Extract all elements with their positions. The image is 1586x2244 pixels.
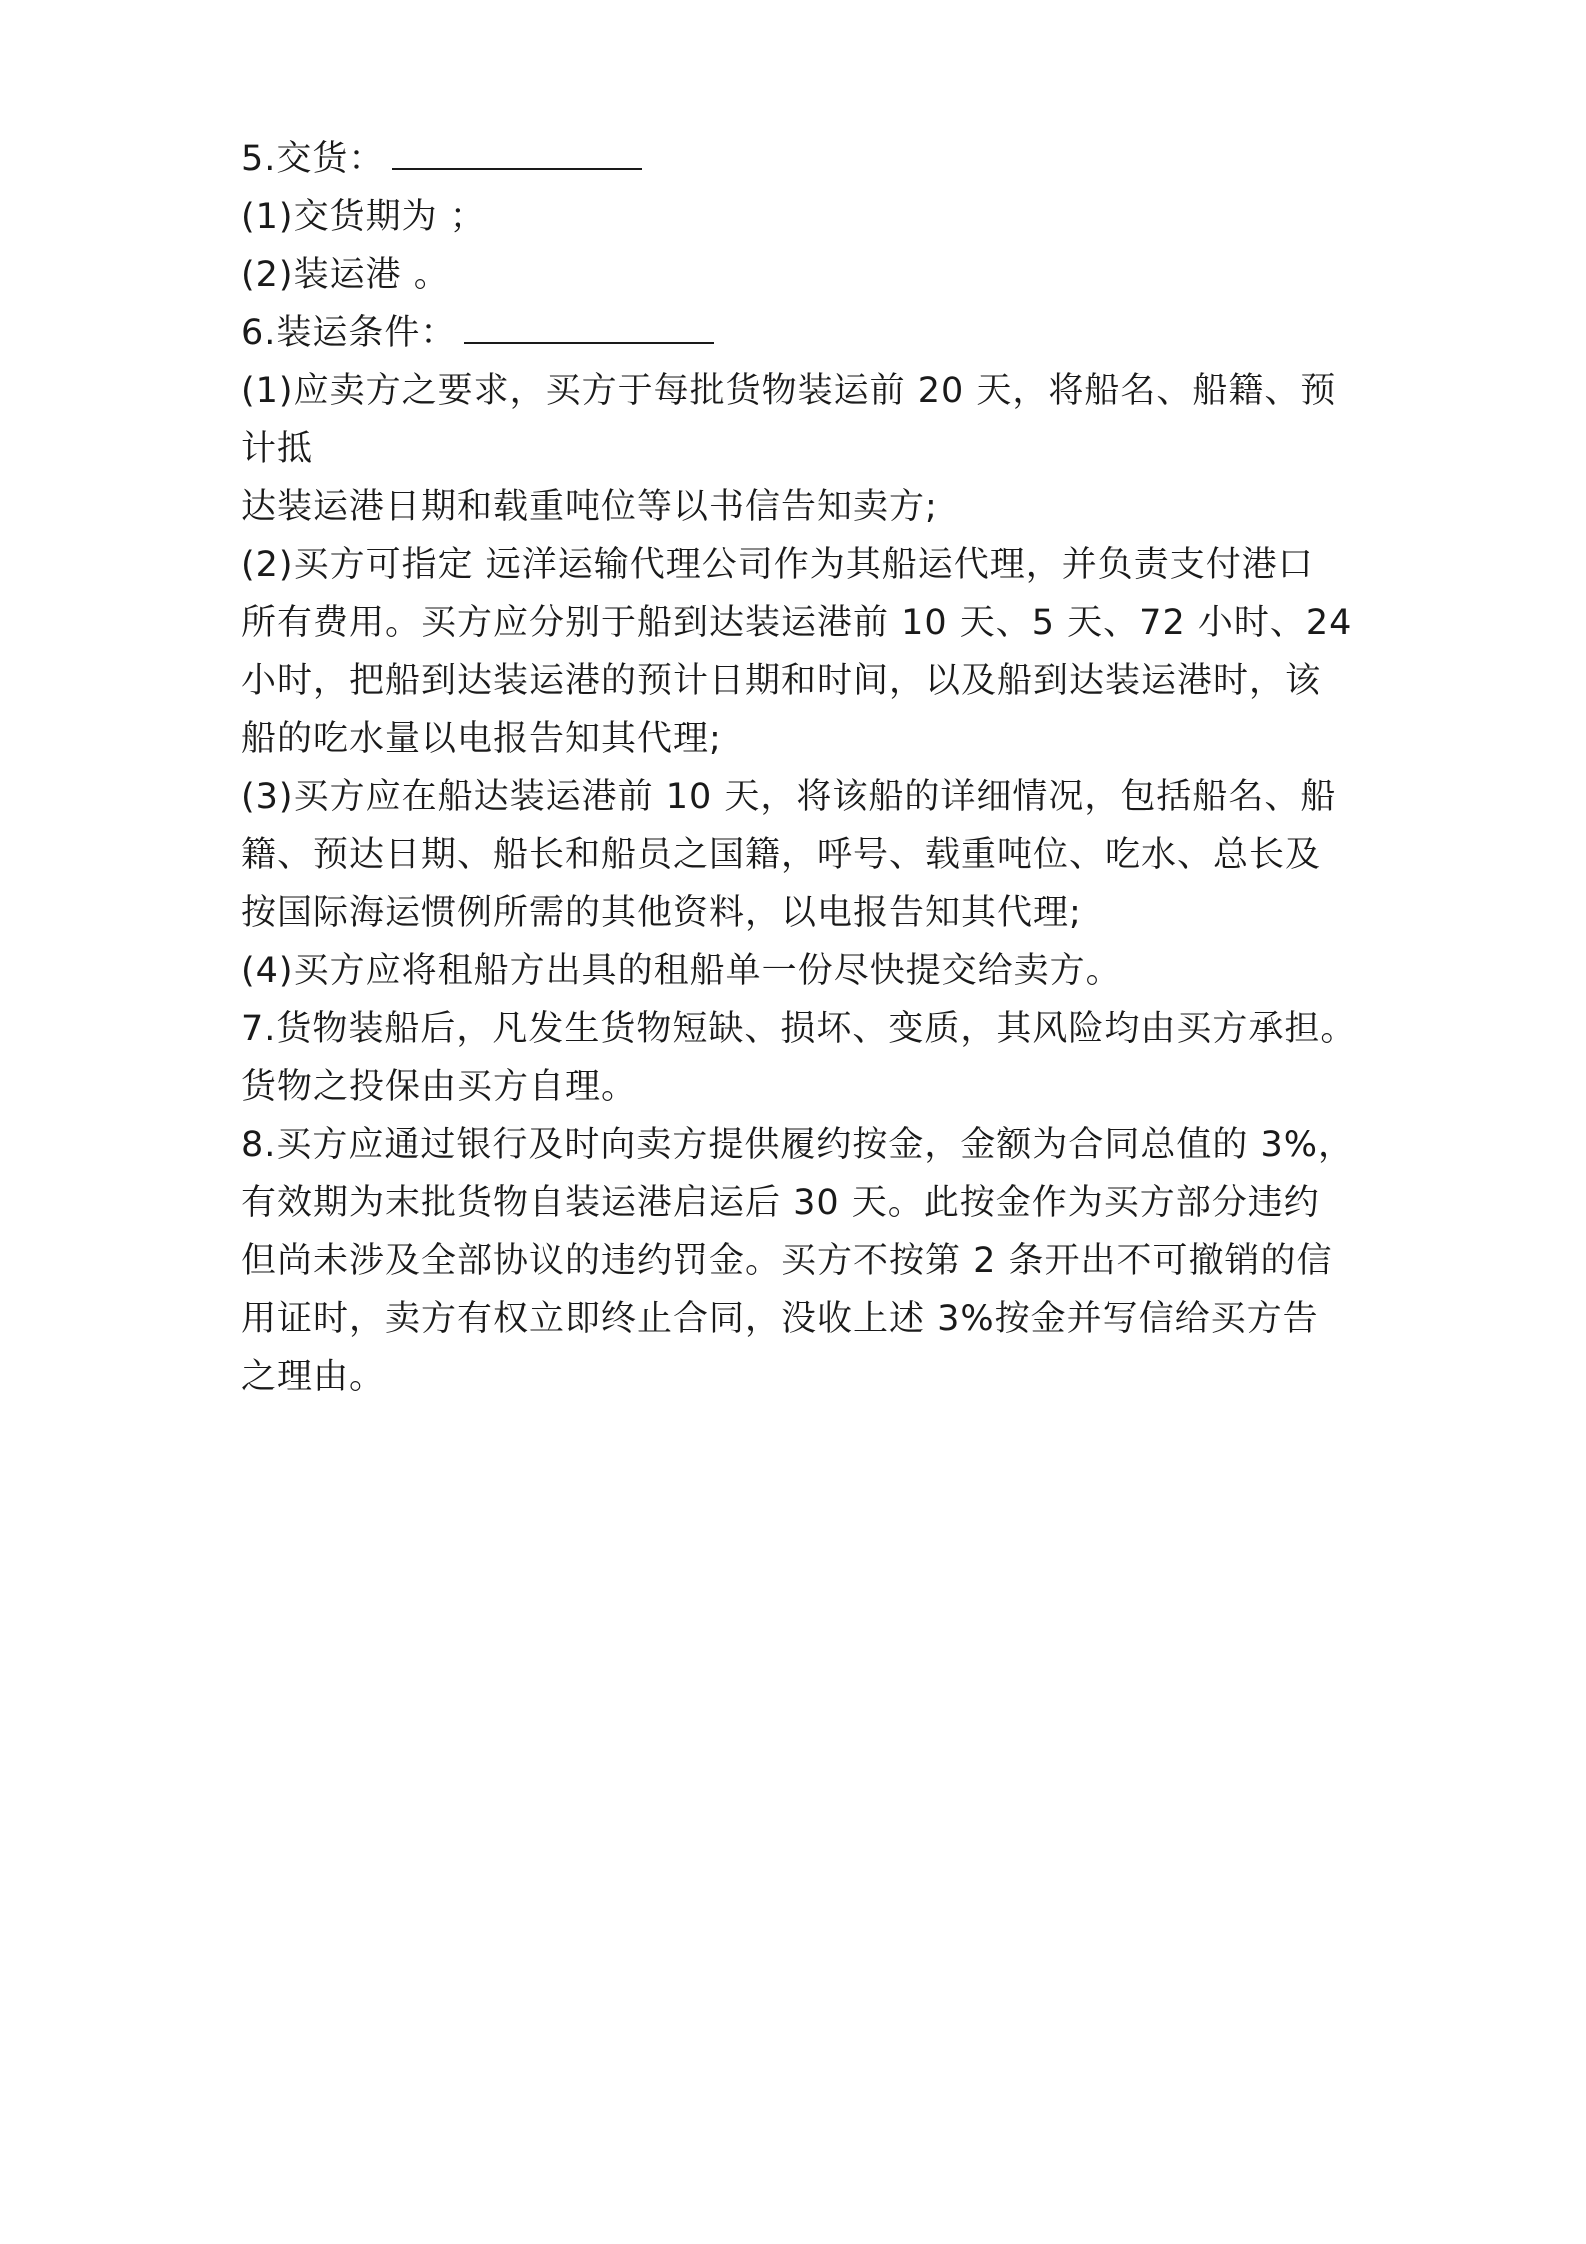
fill-in-blank [392,132,642,170]
clause-8-line-1: 8.买方应通过银行及时向卖方提供履约按金，金额为合同总值的 3%， [241,1125,1355,1165]
clause-6-1-line-3: 达装运港日期和载重吨位等以书信告知卖方; [241,487,938,527]
clause-6-1-line-1: (1)应卖方之要求，买方于每批货物装运前 20 天，将船名、船籍、预 [241,371,1337,411]
clause-8-line-5: 之理由。 [241,1357,386,1397]
fill-in-blank [464,306,714,344]
clause-5-2: (2)装运港 。 [241,255,450,295]
clause-6-2-line-3: 小时，把船到达装运港的预计日期和时间，以及船到达装运港时，该 [241,661,1322,701]
clause-5-heading: 5.交货： [241,129,1381,189]
clause-6-3-line-3: 按国际海运惯例所需的其他资料，以电报告知其代理; [241,893,1082,933]
clause-6-heading: 6.装运条件： [241,303,1381,363]
clause-8-line-2: 有效期为末批货物自装运港启运后 30 天。此按金作为买方部分违约 [241,1183,1320,1223]
clause-7-line-2: 货物之投保由买方自理。 [241,1067,638,1107]
clause-5-1: (1)交货期为 ； [241,197,486,237]
clause-6-1-line-2: 计抵 [241,429,314,469]
clause-8-line-3: 但尚未涉及全部协议的违约罚金。买方不按第 2 条开出不可撤销的信 [241,1241,1333,1281]
clause-6-2-line-4: 船的吃水量以电报告知其代理; [241,719,722,759]
clause-6-4: (4)买方应将租船方出具的租船单一份尽快提交给卖方。 [241,951,1122,991]
clause-6-3-line-2: 籍、预达日期、船长和船员之国籍，呼号、载重吨位、吃水、总长及 [241,835,1322,875]
clause-6-3-line-1: (3)买方应在船达装运港前 10 天，将该船的详细情况，包括船名、船 [241,777,1337,817]
clause-7-line-1: 7.货物装船后，凡发生货物短缺、损坏、变质，其风险均由买方承担。 [241,1009,1357,1049]
clause-6-2-line-1: (2)买方可指定 远洋运输代理公司作为其船运代理，并负责支付港口 [241,545,1314,585]
clause-6-2-line-2: 所有费用。买方应分别于船到达装运港前 10 天、5 天、72 小时、24 [241,603,1353,643]
clause-8-line-4: 用证时，卖方有权立即终止合同，没收上述 3%按金并写信给买方告 [241,1299,1319,1339]
